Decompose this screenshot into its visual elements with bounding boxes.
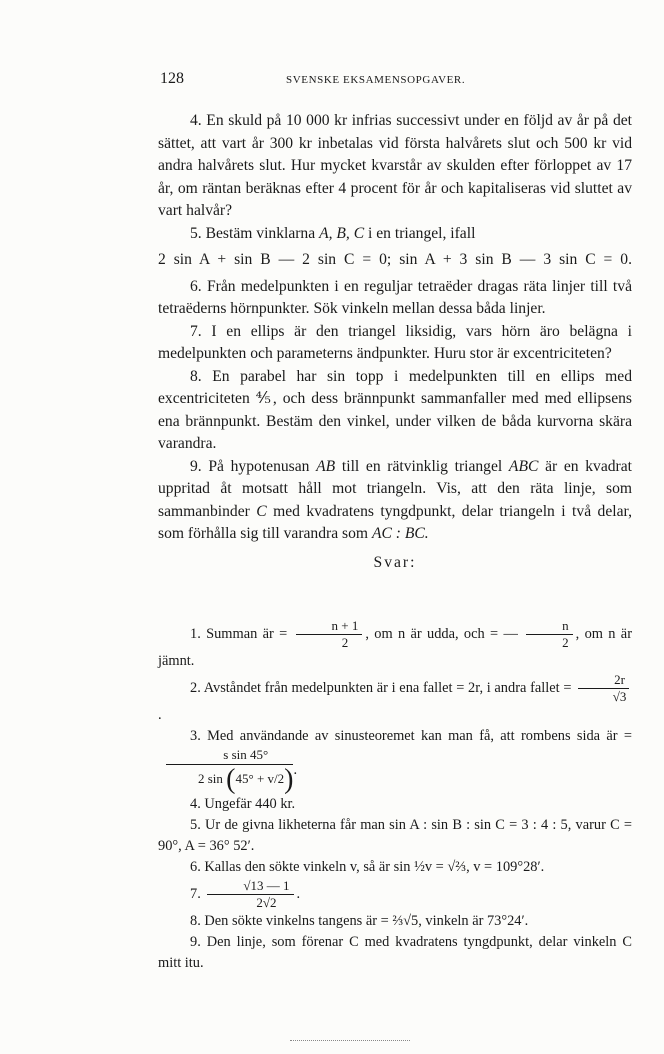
page-bottom-rule	[290, 1040, 410, 1042]
answer-3-den	[166, 765, 293, 794]
answer-1-den-1: 2	[341, 635, 349, 650]
answer-1-part-a: 1. Summan är =	[190, 625, 288, 642]
problem-7: 7. I en ellips är den triangel liksidig, vars hörn äro belägna i medelpunkten och parameterns ändpunkter. Huru stor är excentriciteten?	[158, 322, 632, 362]
problem-9	[158, 456, 632, 546]
problem-8-part-b: , och dess brännpunkt sammanfaller med med ellipsens ena brännpunkt. Bestäm den vinkel, under vilken de båda kurvorna skära varandra.	[158, 390, 632, 452]
answer-1-num-2: n	[526, 618, 573, 635]
problem-9-part-c: är en kvadrat uppritad åt motsatt håll mot triangeln. Vis, att den räta linje, som sammanbinder	[158, 457, 633, 520]
answer-5: 5. Ur de givna likheterna får man sin A : sin B : sin C = 3 : 4 : 5, varur C = 90°, A = 36° 52′.	[158, 817, 632, 855]
answer-1-fraction-2	[526, 618, 573, 651]
svar-heading: Svar:	[373, 553, 417, 571]
answer-3-den-pre: 2 sin	[198, 771, 223, 786]
problem-5-equations	[158, 249, 632, 272]
answer-2-den: √3	[612, 689, 627, 704]
answer-9: 9. Den linje, som förenar C med kvadratens tyngdpunkt, delar vinkeln C mitt itu.	[158, 934, 632, 972]
answer-2: 2. Avståndet från medelpunkten är i ena fallet = 2r, i andra fallet = $\frac{2r}{√3}$ .	[158, 672, 632, 726]
problem-5-intro: 5. Bestäm vinklarna	[190, 224, 316, 242]
problem-9-c: C	[256, 502, 267, 520]
running-head: SVENSKE EKSAMENSOPGAVER.	[286, 74, 466, 86]
problem-9-part-a: 9. På hypotenusan	[190, 457, 310, 475]
problem-5-eq2: sin A + 3 sin B — 3 sin C = 0.	[399, 251, 632, 268]
answer-1-part-c: , om n är jämnt.	[158, 625, 632, 669]
answer-7-den: 2√2	[256, 895, 277, 911]
answer-2-part-a: 2. Avståndet från medelpunkten är i ena fallet = 2r, i andra fallet =	[190, 679, 572, 696]
page-number: 128	[160, 70, 184, 87]
answer-1-den-2: 2	[562, 635, 569, 650]
right-paren-icon: )	[284, 764, 294, 796]
page-header	[160, 70, 630, 90]
problem-9-abc: ABC	[508, 457, 539, 475]
problem-5	[158, 223, 632, 246]
answer-3-fraction	[166, 747, 293, 794]
problem-9-part-b: till en rätvinklig triangel	[341, 457, 503, 475]
answer-3: 3. Med användande av sinusteoremet kan man få, att rombens sida är = $\frac{\text{s sin 45°}}{2 \sin (45^\circ + v/2)}$ .	[158, 726, 632, 794]
left-paren-icon: (	[226, 764, 236, 796]
answer-6: 6. Kallas den sökte vinkeln v, så är sin ½v = √⅔, v = 109°28′.	[190, 859, 545, 876]
problems-section	[158, 110, 632, 576]
problem-9-ratio: AC : BC.	[371, 525, 429, 542]
problem-8-fraction: ⅘	[255, 390, 273, 407]
answer-1	[158, 618, 632, 672]
answer-1-num-1: n + 1	[296, 618, 363, 635]
answer-3-num: s sin 45°	[166, 747, 293, 765]
problem-9-part-d: med kvadratens tyngdpunkt, delar triangeln i två delar, som förhålla sig till varandra som	[158, 502, 632, 542]
answer-1-part-b: , om n är udda, och = —	[365, 625, 518, 642]
problem-9-ab: AB	[316, 457, 336, 475]
answer-3-part-a: 3. Med användande av sinusteoremet kan man få, att rombens sida är =	[190, 728, 632, 744]
answer-4: 4. Ungefär 440 kr.	[190, 796, 296, 813]
problem-6: 6. Från medelpunkten i en reguljar tetraëder dragas räta linjer till två tetraëderns hörnpunkter. Sök vinkeln mellan dessa båda linjer.	[158, 277, 632, 317]
answers-section	[158, 618, 632, 974]
problem-8-part-a: 8. En parabel har sin topp i medelpunkten till en ellips med excentriciteten	[158, 367, 632, 407]
problem-5-eq1: 2 sin A + sin B — 2 sin C = 0;	[158, 251, 392, 268]
problem-5-vars: A, B, C	[319, 224, 365, 242]
answer-8: 8. Den sökte vinkelns tangens är = ⅔√5, vinkeln är 73°24′.	[190, 913, 529, 930]
answer-7-label: 7.	[190, 885, 201, 902]
problem-5-rest: i en triangel, ifall	[368, 224, 476, 242]
answer-2-num: 2r	[578, 672, 629, 689]
answer-2-fraction	[578, 672, 629, 705]
answer-1-fraction-1	[296, 618, 363, 651]
answer-7-num: √13 — 1	[207, 878, 293, 895]
answer-7-fraction	[207, 878, 293, 911]
answer-3-den-inner: 45° + v/2	[235, 771, 285, 786]
problem-4: 4. En skuld på 10 000 kr infrias successivt under en följd av år på det sättet, att vart år 300 kr inbetalas vid första halvårets slut och 500 kr vid andra halvårets slut. Hur mycket kvarstår av skulden efter förloppet av 17 år, om räntan beräknas efter 4 procent för år och kapitaliseras vid sluttet av vart halvår?	[158, 112, 632, 219]
answer-7: 7. $\frac{√13 — 1}{2√2}$ .	[190, 878, 301, 911]
problem-8	[158, 366, 632, 456]
